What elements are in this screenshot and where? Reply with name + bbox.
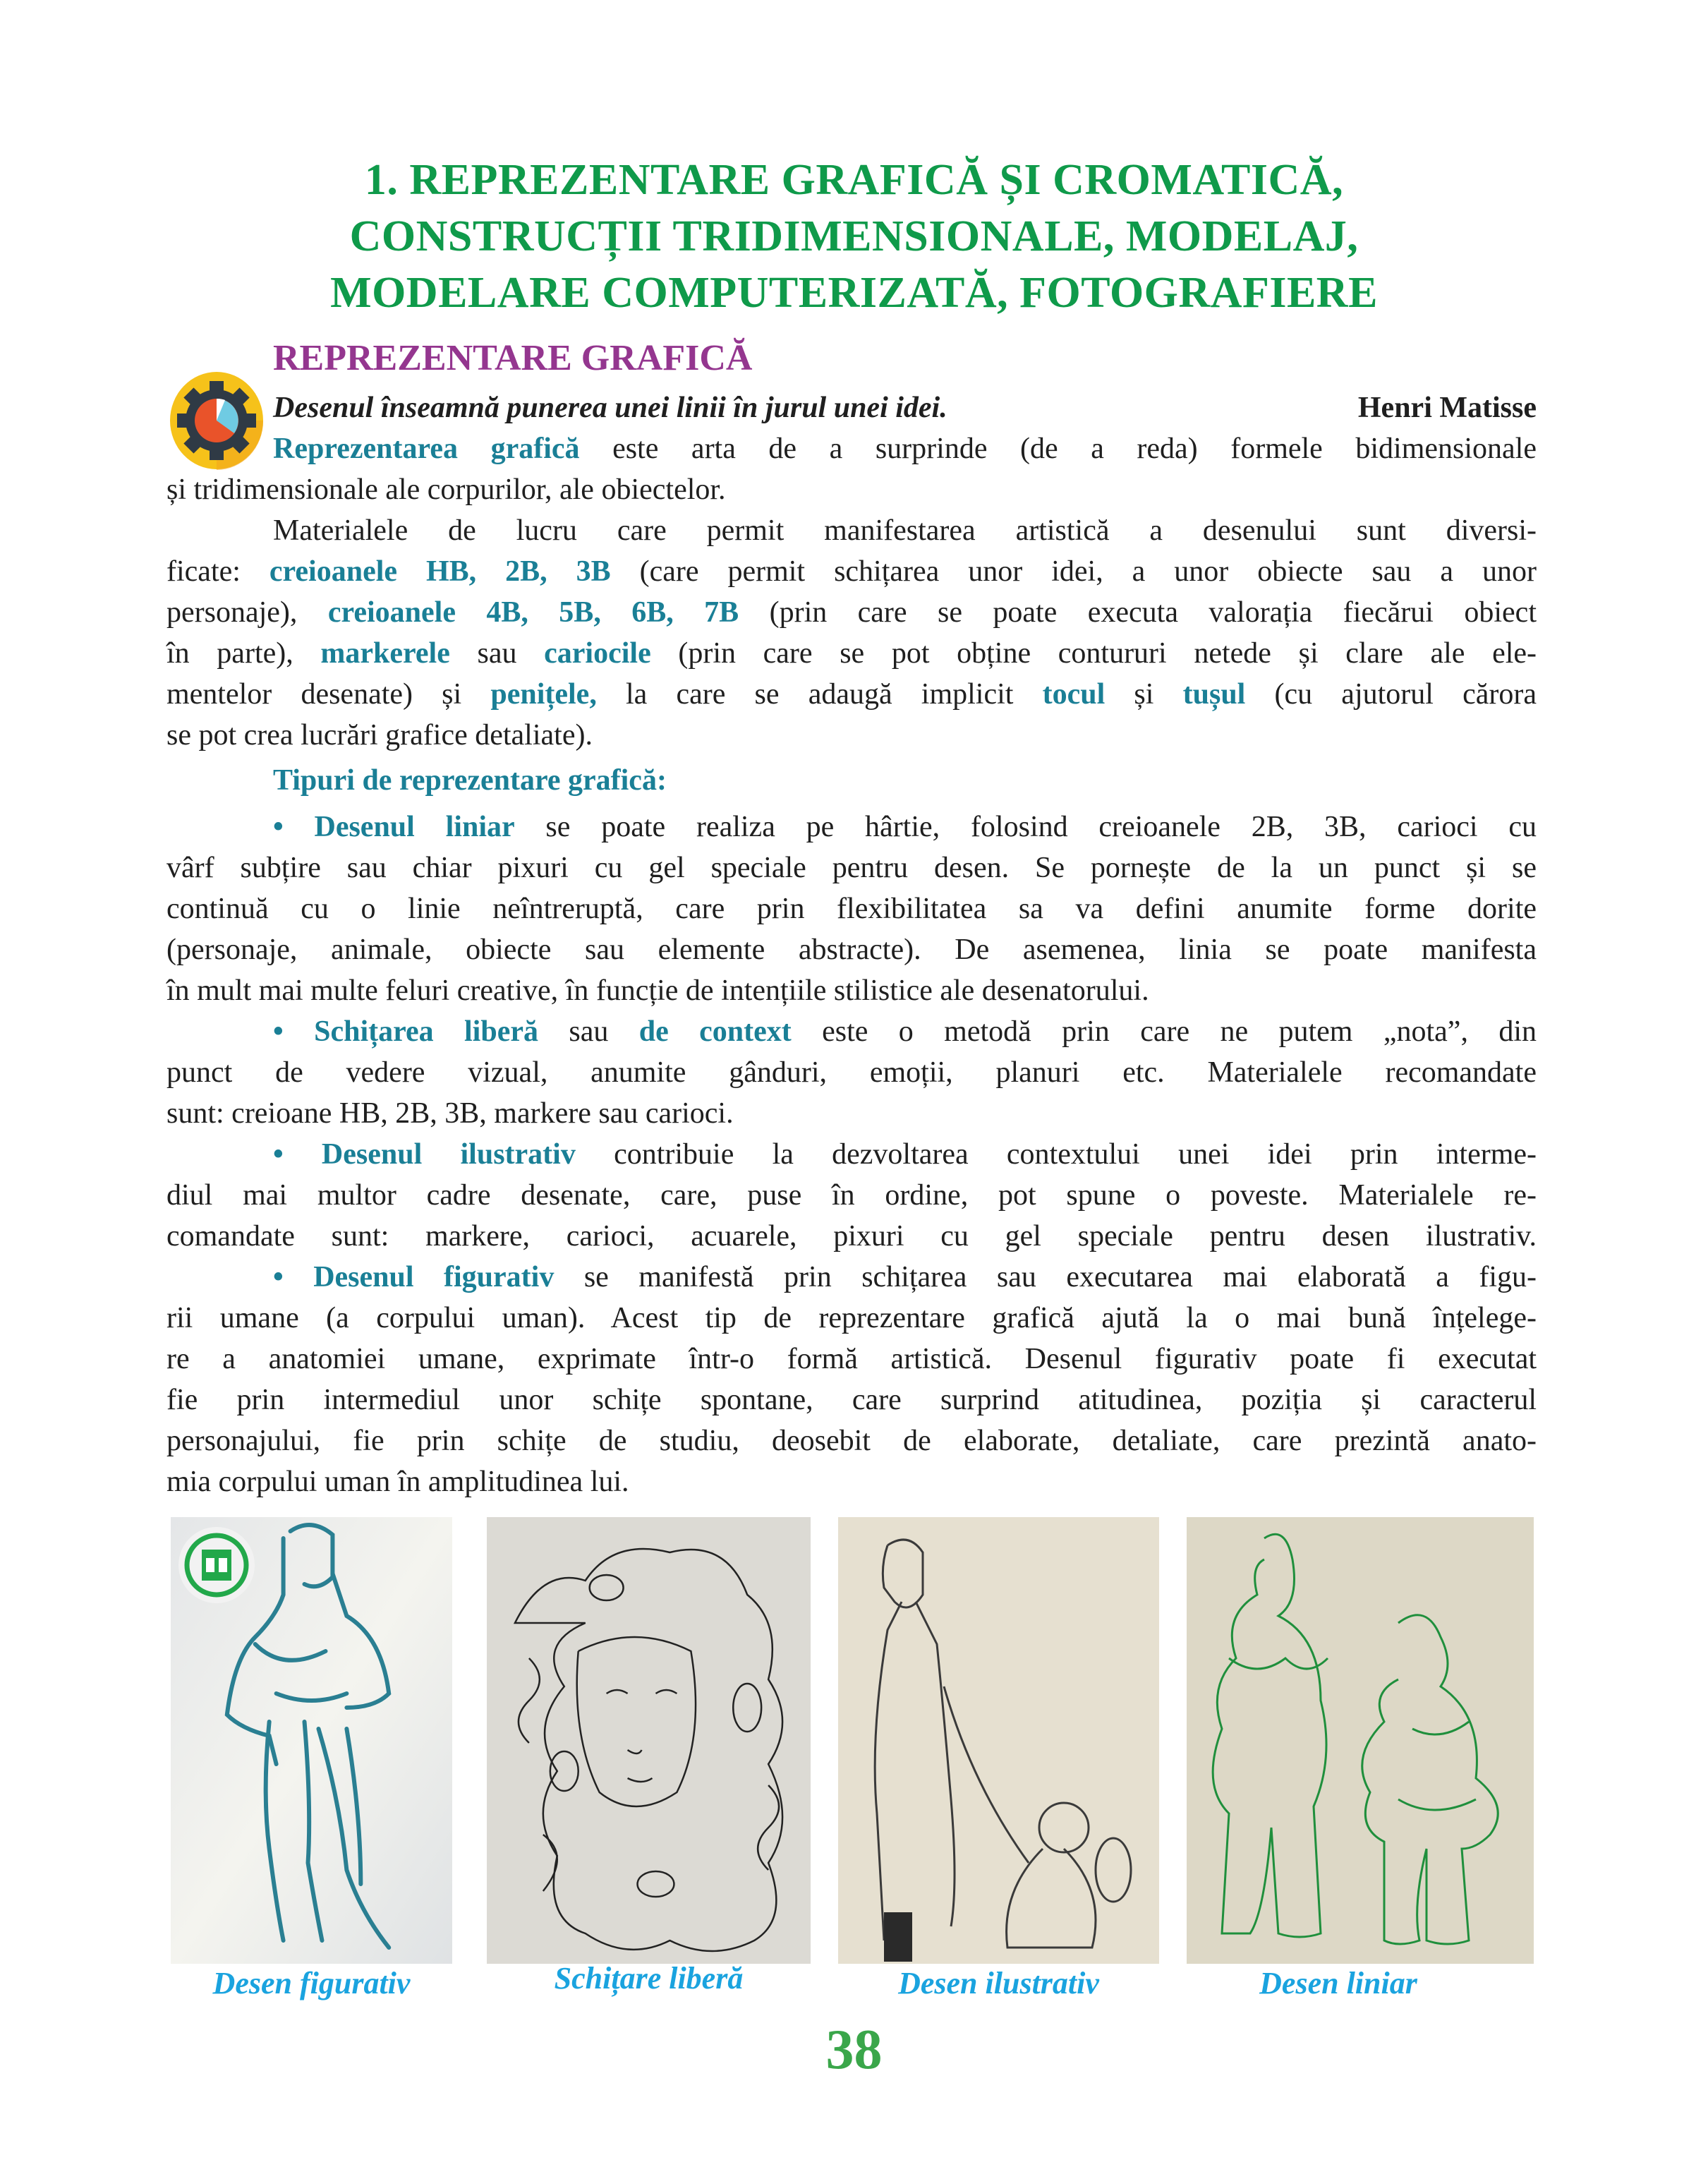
- text-run: personaje),: [166, 596, 328, 629]
- text-line: [166, 807, 1537, 847]
- text-run: este o metodă prin care ne putem „nota”, din: [791, 1015, 1537, 1048]
- types-heading: Tipuri de reprezentare grafică:: [273, 764, 667, 797]
- paragraph: [166, 510, 1537, 756]
- highlighted-term: tușul: [1182, 678, 1246, 711]
- text-run: vârf subțire sau chiar pixuri cu gel speciale pentru desen. Se pornește de la un punct și se: [166, 852, 1537, 884]
- chapter-title: [0, 152, 1708, 321]
- paragraph: [166, 1011, 1537, 1134]
- text-line: [166, 1380, 1537, 1420]
- text-line: [166, 1461, 1537, 1502]
- caption-line-drawing: Desen liniar: [1259, 1966, 1417, 2000]
- paragraph: [166, 1134, 1537, 1257]
- text-run: sau: [538, 1015, 639, 1048]
- paragraph: [166, 1257, 1537, 1502]
- text-line: [166, 469, 1537, 510]
- types-paragraphs: [166, 807, 1537, 1502]
- quote-text: Desenul înseamnă punerea unei linii în jurul unei idei.: [273, 392, 947, 424]
- text-line: [166, 1052, 1537, 1093]
- text-line: [166, 510, 1537, 551]
- text-line: [166, 1339, 1537, 1380]
- text-run: se manifestă prin schițarea sau executarea mai elaborată a figu-: [554, 1261, 1537, 1293]
- text-run: mia corpului uman în amplitudinea lui.: [166, 1466, 629, 1498]
- highlighted-term: • Desenul figurativ: [273, 1261, 555, 1293]
- text-run: este arta de a surprinde (de a reda) formele bidimensionale: [579, 433, 1537, 465]
- highlighted-term: cariocile: [544, 637, 651, 670]
- photo-line-drawing: [1187, 1517, 1534, 1964]
- text-line: [166, 592, 1537, 633]
- highlighted-term: • Desenul ilustrativ: [273, 1138, 576, 1171]
- text-run: sau: [449, 637, 545, 670]
- text-line: [166, 888, 1537, 929]
- caption-illustrative-drawing: Desen ilustrativ: [898, 1966, 1099, 2000]
- text-run: comandate sunt: markere, carioci, acuarele, pixuri cu gel speciale pentru desen ilustrativ.: [166, 1220, 1537, 1252]
- highlighted-term: de context: [638, 1015, 792, 1048]
- text-line: [166, 1420, 1537, 1461]
- photo-free-sketch: [487, 1517, 811, 1964]
- text-line: [166, 428, 1537, 469]
- highlighted-term: markerele: [320, 637, 450, 670]
- text-run: punct de vedere vizual, anumite gânduri, emoții, planuri etc. Materialele recomandate: [166, 1056, 1537, 1089]
- text-line: [166, 633, 1537, 674]
- quote-author: Henri Matisse: [1357, 392, 1537, 424]
- text-line: [166, 970, 1537, 1011]
- text-line: [166, 551, 1537, 592]
- text-run: în mult mai multe feluri creative, în funcție de intențiile stilistice ale desenatorului.: [166, 974, 1149, 1007]
- highlighted-term: • Schițarea liberă: [273, 1015, 538, 1048]
- text-run: continuă cu o linie neîntreruptă, care prin flexibilitatea sa va defini anumite forme dorite: [166, 893, 1537, 925]
- photo-illustrative-drawing: [838, 1517, 1159, 1964]
- highlighted-term: • Desenul liniar: [273, 811, 515, 843]
- text-run: (personaje, animale, obiecte sau elemente abstracte). De asemenea, linia se poate manifesta: [166, 934, 1537, 966]
- text-run: contribuie la dezvoltarea contextului unei idei prin interme-: [575, 1138, 1537, 1171]
- text-run: se poate realiza pe hârtie, folosind creioanele 2B, 3B, carioci cu: [514, 811, 1537, 843]
- text-line: [166, 1175, 1537, 1216]
- highlighted-term: penițele,: [490, 678, 597, 711]
- text-run: (prin care se pot obține contururi netede și clare ale ele-: [650, 637, 1537, 670]
- text-line: [166, 1093, 1537, 1134]
- highlighted-term: Reprezentarea grafică: [273, 433, 580, 465]
- text-run: și: [1105, 678, 1183, 711]
- text-run: (prin care se poate executa valorația fiecărui obiect: [739, 596, 1537, 629]
- page-number: 38: [825, 2019, 883, 2081]
- text-line: [166, 1011, 1537, 1052]
- text-run: (cu ajutorul cărora: [1245, 678, 1537, 711]
- text-run: personajului, fie prin schițe de studiu, deosebit de elaborate, detaliate, care prezintă anato-: [166, 1425, 1537, 1457]
- text-line: [166, 1216, 1537, 1257]
- text-run: fie prin intermediul unor schițe spontane, care surprind atitudinea, poziția și caracterul: [166, 1384, 1537, 1416]
- highlighted-term: creioanele 4B, 5B, 6B, 7B: [327, 596, 739, 629]
- text-run: în parte),: [166, 637, 321, 670]
- paragraph: [166, 807, 1537, 1011]
- text-run: rii umane (a corpului uman). Acest tip de reprezentare grafică ajută la o mai bună înțelege-: [166, 1302, 1537, 1334]
- highlighted-term: creioanele HB, 2B, 3B: [269, 555, 611, 588]
- caption-figurative-drawing: Desen figurativ: [212, 1966, 411, 2000]
- text-run: diul mai multor cadre desenate, care, puse în ordine, pot spune o poveste. Materialele re-: [166, 1179, 1537, 1212]
- text-line: [166, 674, 1537, 715]
- body-text: [166, 387, 1537, 1502]
- text-run: și tridimensionale ale corpurilor, ale obiectelor.: [166, 473, 726, 506]
- quote: [166, 387, 1537, 428]
- caption-free-sketch: Schițare liberă: [554, 1961, 744, 1996]
- text-line: [166, 1257, 1537, 1298]
- chapter-title-line: 1. REPREZENTARE GRAFICĂ ȘI CROMATICĂ,: [364, 156, 1344, 204]
- chapter-title-line: MODELARE COMPUTERIZATĂ, FOTOGRAFIERE: [330, 269, 1378, 317]
- text-run: ficate:: [166, 555, 269, 588]
- intro-paragraphs: [166, 428, 1537, 756]
- text-run: se pot crea lucrări grafice detaliate).: [166, 719, 593, 751]
- text-line: [166, 847, 1537, 888]
- text-run: sunt: creioane HB, 2B, 3B, markere sau carioci.: [166, 1097, 734, 1130]
- text-line: [166, 1298, 1537, 1339]
- text-run: (care permit schițarea unor idei, a unor obiecte sau a unor: [610, 555, 1537, 588]
- text-run: la care se adaugă implicit: [596, 678, 1043, 711]
- text-line: [166, 1134, 1537, 1175]
- section-title: REPREZENTARE GRAFICĂ: [273, 338, 753, 378]
- highlighted-term: tocul: [1042, 678, 1106, 711]
- paragraph: [166, 428, 1537, 510]
- text-run: mentelor desenate) și: [166, 678, 491, 711]
- text-line: [166, 715, 1537, 756]
- text-line: [166, 929, 1537, 970]
- chapter-title-line: CONSTRUCȚII TRIDIMENSIONALE, MODELAJ,: [349, 212, 1359, 260]
- video-media-icon[interactable]: [178, 1526, 255, 1604]
- text-run: re a anatomiei umane, exprimate într-o formă artistică. Desenul figurativ poate fi executat: [166, 1343, 1537, 1375]
- text-run: Materialele de lucru care permit manifestarea artistică a desenului sunt diversi-: [273, 514, 1537, 547]
